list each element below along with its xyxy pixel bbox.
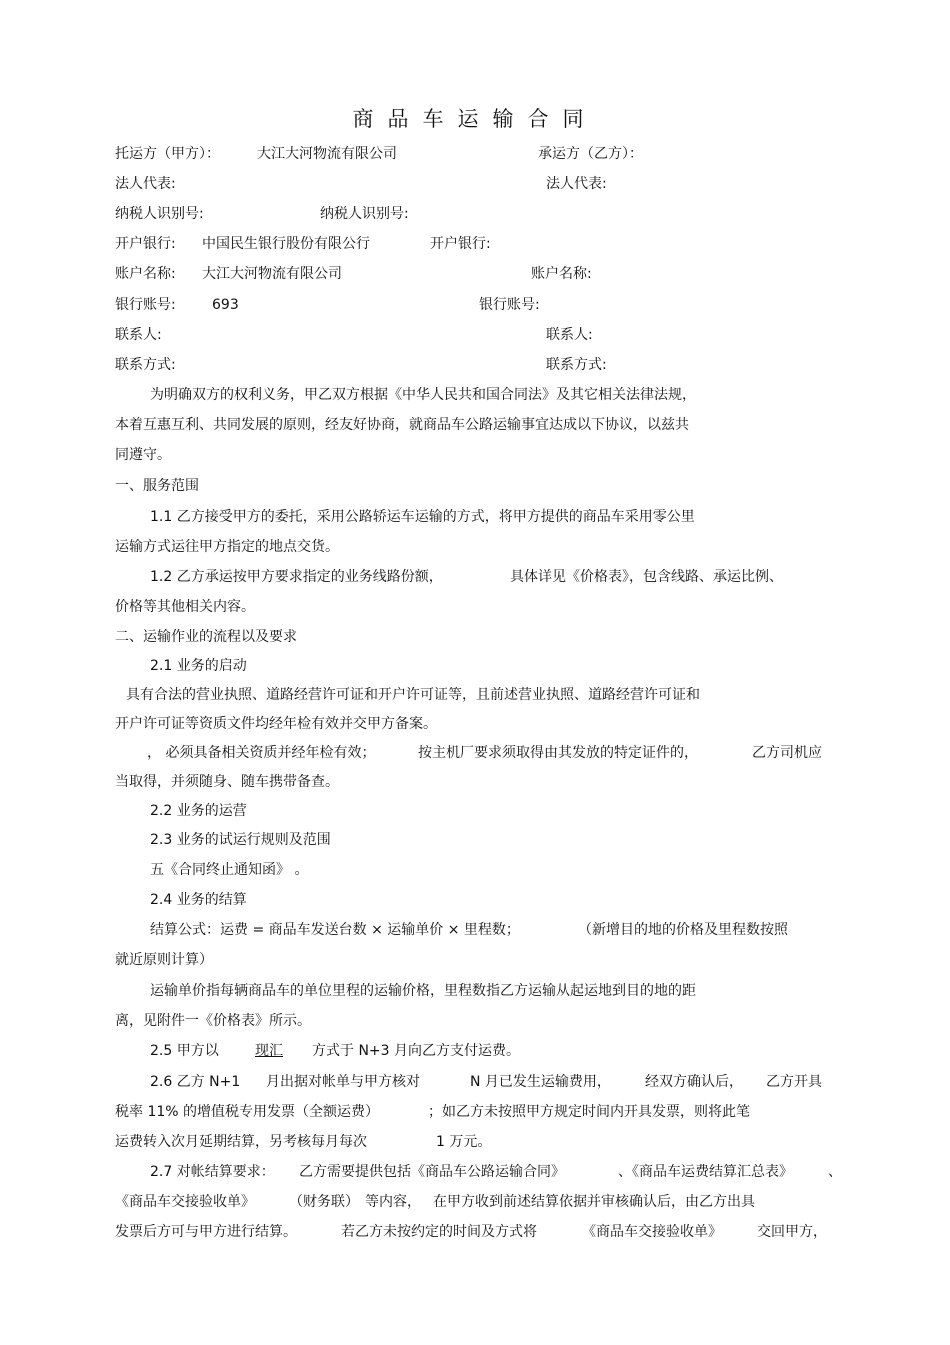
clause-2-5: 2.5 甲方以 (150, 1043, 219, 1059)
clause-2-1-text: 具有合法的营业执照、道路经营许可证和开户许可证等，且前述营业执照、道路经营许可证和 (126, 687, 700, 703)
clause-2-3: 2.3 业务的试运行规则及范围 (150, 832, 331, 848)
account-no-a-label: 银行账号: (115, 297, 176, 313)
settlement-formula-cont: 就近原则计算） (115, 952, 213, 968)
clause-2-7-text: 交回甲方， (757, 1224, 827, 1240)
account-name-b-label: 账户名称: (531, 266, 592, 282)
clause-2-1: 2.1 业务的启动 (150, 658, 247, 674)
clause-2-6-text: N 月已发生运输费用， (470, 1074, 611, 1090)
clause-2-7: 2.7 对帐结算要求： (150, 1164, 275, 1180)
clause-2-6: 2.6 乙方 N+1 (150, 1074, 241, 1090)
clause-1-2-cont: 价格等其他相关内容。 (115, 599, 255, 615)
clause-2-7-text: 等内容， (365, 1194, 421, 1210)
clause-2-6-text: 经双方确认后， (645, 1074, 743, 1090)
clause-2-7-text: 在甲方收到前述结算依据并审核确认后，由乙方出具 (433, 1194, 755, 1210)
clause-2-4: 2.4 业务的结算 (150, 892, 247, 908)
carrier-label: 承运方（乙方）： (538, 146, 643, 162)
unit-price-definition: 运输单价指每辆商品车的单位里程的运输价格，里程数指乙方运输从起运地到目的地的距 (150, 983, 696, 999)
clause-2-7-text: 若乙方未按约定的时间及方式将 (341, 1224, 537, 1240)
clause-2-7-text: （财务联） (289, 1194, 359, 1210)
clause-2-3-text: 五《合同终止通知函》 。 (150, 862, 309, 878)
clause-1-2: 1.2 乙方承运按甲方要求指定的业务线路份额， (150, 569, 443, 585)
bank-a-value: 中国民生银行股份有限公行 (202, 236, 370, 252)
clause-1-1-cont: 运输方式运往甲方指定的地点交货。 (115, 539, 339, 555)
clause-2-6-text: 乙方开具 (766, 1074, 822, 1090)
section-2-heading: 二、运输作业的流程以及要求 (115, 629, 297, 645)
settlement-formula: 结算公式：运费 = 商品车发送台数 × 运输单价 × 里程数； (150, 922, 520, 938)
account-no-a-value: 693 (212, 297, 239, 313)
intro-line: 为明确双方的权利义务，甲乙双方根据《中华人民共和国合同法》及其它相关法律法规， (150, 387, 696, 403)
taxid-b: 纳税人识别号: (320, 206, 409, 222)
settlement-formula-note: （新增目的地的价格及里程数按照 (578, 922, 788, 938)
bank-b-label: 开户银行: (430, 236, 491, 252)
clause-2-2: 2.2 业务的运营 (150, 803, 247, 819)
contact-b: 联系人: (546, 327, 593, 343)
clause-1-2-detail: 具体详见《价格表》，包含线路、承运比例、 (510, 569, 783, 585)
clause-2-7-text: 发票后方可与甲方进行结算。 (115, 1224, 297, 1240)
clause-2-1-text: 开户许可证等资质文件均经年检有效并交甲方备案。 (115, 716, 437, 732)
clause-2-6-text: 税率 11% 的增值税专用发票（全额运费） (115, 1104, 380, 1120)
clause-2-1-text: 当取得，并须随身、随车携带备查。 (115, 774, 339, 790)
contact-a: 联系人: (115, 327, 162, 343)
legal-rep-b: 法人代表: (546, 176, 607, 192)
legal-rep-a: 法人代表: (115, 176, 176, 192)
shipper-label: 托运方（甲方）： (115, 146, 220, 162)
intro-line: 同遵守。 (115, 447, 171, 463)
payment-method: 现汇 (255, 1043, 283, 1059)
clause-2-7-text: 《商品车交接验收单》 (582, 1224, 722, 1240)
bank-a-label: 开户银行: (115, 236, 176, 252)
clause-2-7-text: 《商品车交接验收单》 (115, 1194, 255, 1210)
clause-2-6-text: 1 万元。 (436, 1134, 492, 1150)
phone-a: 联系方式: (115, 357, 176, 373)
clause-2-1-text: 按主机厂要求须取得由其发放的特定证件的， (418, 745, 698, 761)
clause-2-7-text: 、《商品车运费结算汇总表》 (618, 1164, 793, 1180)
clause-1-1: 1.1 乙方接受甲方的委托，采用公路轿运车运输的方式，将甲方提供的商品车采用零公里 (150, 509, 695, 525)
account-name-a-label: 账户名称: (115, 266, 176, 282)
document-title: 商品车运输合同 (352, 107, 598, 131)
clause-2-6-text: 月出据对帐单与甲方核对 (266, 1074, 420, 1090)
intro-line: 本着互惠互利、共同发展的原则，经友好协商，就商品车公路运输事宜达成以下协议，以兹共 (115, 417, 689, 433)
phone-b: 联系方式: (546, 357, 607, 373)
section-1-heading: 一、服务范围 (115, 478, 199, 494)
clause-2-1-text: 乙方司机应 (752, 745, 822, 761)
clause-2-7-text: 、 (828, 1164, 842, 1180)
clause-2-5-cont: 方式于 N+3 月向乙方支付运费。 (312, 1043, 521, 1059)
account-name-a-value: 大江大河物流有限公司 (202, 266, 342, 282)
unit-price-definition-cont: 离，见附件一《价格表》所示。 (115, 1013, 311, 1029)
shipper-name: 大江大河物流有限公司 (257, 146, 397, 162)
clause-2-6-text: 运费转入次月延期结算，另考核每月每次 (115, 1134, 367, 1150)
taxid-a: 纳税人识别号: (115, 206, 204, 222)
clause-2-6-text: ；如乙方未按照甲方规定时间内开具发票，则将此笔 (428, 1104, 750, 1120)
clause-2-7-text: 乙方需要提供包括《商品车公路运输合同》 (299, 1164, 565, 1180)
account-no-b-label: 银行账号: (479, 297, 540, 313)
clause-2-1-text: ， 必须具备相关资质并经年检有效； (147, 745, 376, 761)
